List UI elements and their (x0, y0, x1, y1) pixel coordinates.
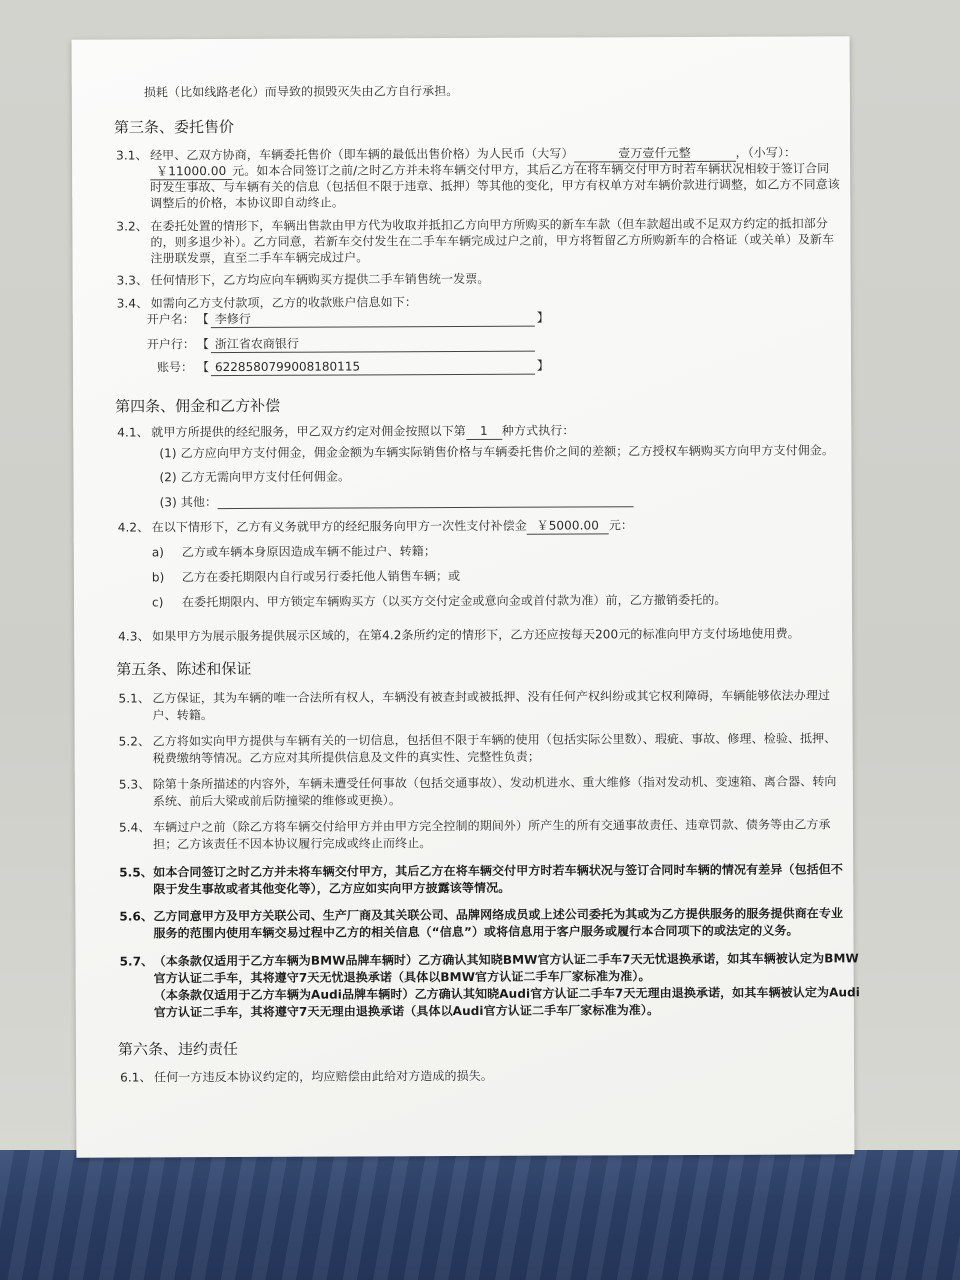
article-6-heading: 第六条、违约责任 (117, 1039, 239, 1059)
bank-label: 开户行： (146, 337, 195, 352)
text: 在委托处置的情形下，车辆出售款由甲方代为收取并抵扣乙方向甲方所购买的新车车款（但车款超出或不足双方约定的抵扣部分 (150, 216, 829, 234)
clause-5-7-line-1 (120, 950, 859, 969)
clause-4-2-line-1 (118, 517, 633, 536)
text: （本条款仅适用于乙方车辆为BMW品牌车辆时）乙方确认其知晓BMW官方认证二手车7天无忧退换承诺，如其车辆被认定为BMW (153, 951, 859, 969)
item-a (152, 543, 436, 560)
option-1: (1) 乙方应向甲方支付佣金，佣金金额为车辆实际销售价格与车辆委托售价之间的差额；乙方授权车辆购买方向甲方支付佣金。 (159, 443, 835, 461)
clause-5-3-line-2: 系统、前后大梁或前后防撞梁的维修或更换）。 (152, 793, 402, 809)
item-label: c) (151, 595, 164, 610)
clause-4-1-line-1 (117, 423, 574, 442)
account-number-value: 6228580799008180115 (211, 358, 535, 376)
clause-number: 5.2、 (118, 734, 151, 749)
text: 除第十条所描述的内容外，车辆未遭受任何事故（包括交通事故）、发动机进水、重大维修（指对发动机、变速箱、离合器、转向 (152, 774, 837, 792)
clause-3-2-line-3: 注册联发票，直至二手车车辆完成过户。 (150, 250, 369, 266)
account-number-row (157, 358, 551, 377)
text: 如本合同签订之时乙方并未将车辆交付甲方，其后乙方在将车辆交付甲方时若车辆状况与签订合同时车辆的情况有差异（包括但不 (153, 862, 843, 880)
bracket-right: 】 (536, 358, 550, 373)
clause-3-1-line-3: 时发生事故、与车辆有关的信息（包括但不限于违章、抵押）等其他的变化，甲方有权单方对车辆价款进行调整，如乙方不同意该 (150, 177, 840, 195)
clause-4-3 (118, 626, 800, 645)
text: 种方式执行： (501, 423, 575, 438)
bank-row (147, 335, 535, 354)
clause-5-1-line-2: 户、转籍。 (152, 708, 214, 723)
clause-5-6-line-2: 服务的范围内使用车辆交易过程中乙方的相关信息（“信息”）或将信息用于客户服务或履行本合同项下的或法定的义务。 (153, 923, 799, 941)
clause-3-4 (117, 294, 417, 311)
item-label: a) (151, 545, 165, 560)
clause-5-7-line-2: 官方认证二手车，其将遵守7天无忧退换承诺（具体以BMW官方认证二手车厂家标准为准）。 (153, 969, 651, 986)
clause-number: 3.3、 (116, 273, 149, 288)
clause-5-4-line-1 (119, 816, 831, 835)
text: 乙方将如实向甲方提供与车辆有关的一切信息，包括但不限于车辆的使用（包括实际公里数）、瑕疵、事故、修理、检验、抵押、 (152, 731, 837, 749)
account-number-label: 账号： (156, 360, 194, 375)
text: 车辆过户之前（除乙方将车辆交付给甲方并由甲方完全控制的期间外）所产生的所有交通事故责任、违章罚款、债务等由乙方承 (152, 817, 831, 835)
text: 就甲方所提供的经纪服务，甲乙双方约定对佣金按照以下第 (151, 423, 466, 440)
clause-5-4-line-2: 担；乙方该责任不因本协议履行完成或终止而终止。 (153, 836, 432, 852)
clause-3-3 (117, 271, 490, 289)
clause-6-1 (120, 1068, 493, 1086)
text: 乙方同意甲方及甲方关联公司、生产厂商及其关联公司、品牌网络成员或上述公司委托为其或为乙方提供服务的服务提供商在专业 (153, 906, 844, 924)
text: 在以下情形下，乙方有义务就甲方的经纪服务向甲方一次性支付补偿金 (151, 518, 527, 535)
text: 任何情形下，乙方均应向车辆购买方提供二手车销售统一发票。 (150, 271, 490, 288)
option-2: (2) 乙方无需向甲方支付任何佣金。 (159, 469, 351, 485)
clause-5-2-line-1 (119, 730, 837, 749)
other-blank (217, 494, 633, 509)
bracket-left: 【 (196, 360, 210, 375)
text: (3) 其他： (159, 495, 218, 510)
fabric-foreground (0, 1150, 960, 1280)
text: 如果甲方为展示服务提供展示区域的，在第4.2条所约定的情形下，乙方还应按每天200元的标准向甲方支付场地使用费。 (152, 626, 800, 644)
clause-5-2-line-2: 税费缴纳等情况。乙方应对其所提供信息及文件的真实性、完整性负责； (152, 749, 540, 766)
clause-5-3-line-1 (119, 773, 837, 792)
text: 乙方保证，其为车辆的唯一合法所有权人，车辆没有被查封或被抵押、没有任何产权纠纷或其它权利障碍，车辆能够依法办理过 (152, 688, 831, 706)
clause-5-5-line-2: 限于发生事故或者其他变化等），乙方应如实向甲方披露该等情况。 (153, 880, 511, 897)
clause-number: 5.5、 (119, 865, 153, 880)
text: 在委托期限内、甲方锁定车辆购买方（以买方交付定金或意向金或首付款为准）前，乙方撤销委托的。 (181, 592, 727, 610)
bracket-left: 【 (196, 337, 209, 352)
clause-number: 4.3、 (118, 629, 150, 644)
option-3 (160, 492, 634, 510)
bracket-left: 【 (196, 312, 209, 327)
bank-value: 浙江省农商银行 (211, 335, 535, 353)
clause-3-2-line-2: 的，则多退少补）。乙方同意，若新车交付发生在二手车车辆完成过户之前，甲方将暂留乙方所购新车的合格证（或关单）及新车 (150, 232, 835, 250)
clause-5-5-line-1 (119, 861, 843, 880)
clause-number: 3.1、 (116, 148, 148, 163)
choice-field: 1 (466, 423, 502, 440)
upper-amount-field: 壹万壹仟元整 (574, 145, 736, 163)
clause-number: 6.1、 (120, 1070, 152, 1085)
clause-number: 4.2、 (117, 520, 150, 535)
text: 元： (608, 518, 634, 533)
clause-number: 4.1、 (117, 425, 149, 440)
bracket-right: 】 (536, 310, 549, 325)
lower-amount-field: ￥11000.00 (150, 163, 232, 180)
clause-number: 5.6、 (119, 909, 154, 924)
account-name-value: 李修行 (211, 310, 535, 328)
text: 任何一方违反本协议约定的，均应赔偿由此给对方造成的损失。 (154, 1068, 493, 1085)
article-3-heading: 第三条、委托售价 (113, 117, 235, 137)
article-5-heading: 第五条、陈述和保证 (116, 659, 252, 679)
clause-number: 5.4、 (118, 820, 151, 835)
account-name-label: 开户名： (146, 312, 195, 327)
item-c (152, 592, 727, 611)
text: 如需向乙方支付款项，乙方的收款账户信息如下： (150, 295, 417, 311)
clause-number: 3.2、 (116, 219, 148, 234)
clause-5-7-line-4: 官方认证二手车，其将遵守7天无理由退换承诺（具体以Audi官方认证二手车厂家标准为准）。 (153, 1003, 660, 1020)
text: 乙方或车辆本身原因造成车辆不能过户、转籍； (181, 544, 436, 560)
clause-number: 3.4、 (116, 296, 149, 311)
article-4-heading: 第四条、佣金和乙方补偿 (115, 396, 281, 416)
top-line: 损耗（比如线路老化）而导致的损毁灭失由乙方自行承担。 (143, 84, 459, 100)
clause-5-6-line-1 (119, 905, 843, 924)
text: 乙方在委托期限内自行或另行委托他人销售车辆；或 (181, 569, 461, 585)
clause-number: 5.1、 (118, 691, 150, 706)
item-label: b) (151, 570, 165, 585)
compensation-field: ￥5000.00 (527, 517, 609, 534)
clause-5-1-line-1 (118, 687, 830, 706)
clause-3-1-line-4: 调整后的价格，本协议即自动终止。 (150, 195, 344, 211)
item-b (152, 568, 460, 585)
clause-number: 5.7、 (119, 954, 154, 969)
text: ，（小写）： (735, 145, 797, 160)
contract-page (72, 36, 861, 1157)
text: 经甲、乙双方协商，车辆委托售价（即车辆的最低出售价格）为人民币（大写） (150, 146, 574, 163)
account-name-row (147, 310, 551, 329)
text: 元。如本合同签订之前/之时乙方并未将车辆交付甲方，其后乙方在将车辆交付甲方时若车辆状况相较于签订合同 (232, 161, 830, 179)
clause-number: 5.3、 (118, 777, 151, 792)
clause-5-7-line-3: （本条款仅适用于乙方车辆为Audi品牌车辆时）乙方确认其知晓Audi官方认证二手车7天无理由退换承诺，如其车辆被认定为Audi (153, 985, 861, 1003)
